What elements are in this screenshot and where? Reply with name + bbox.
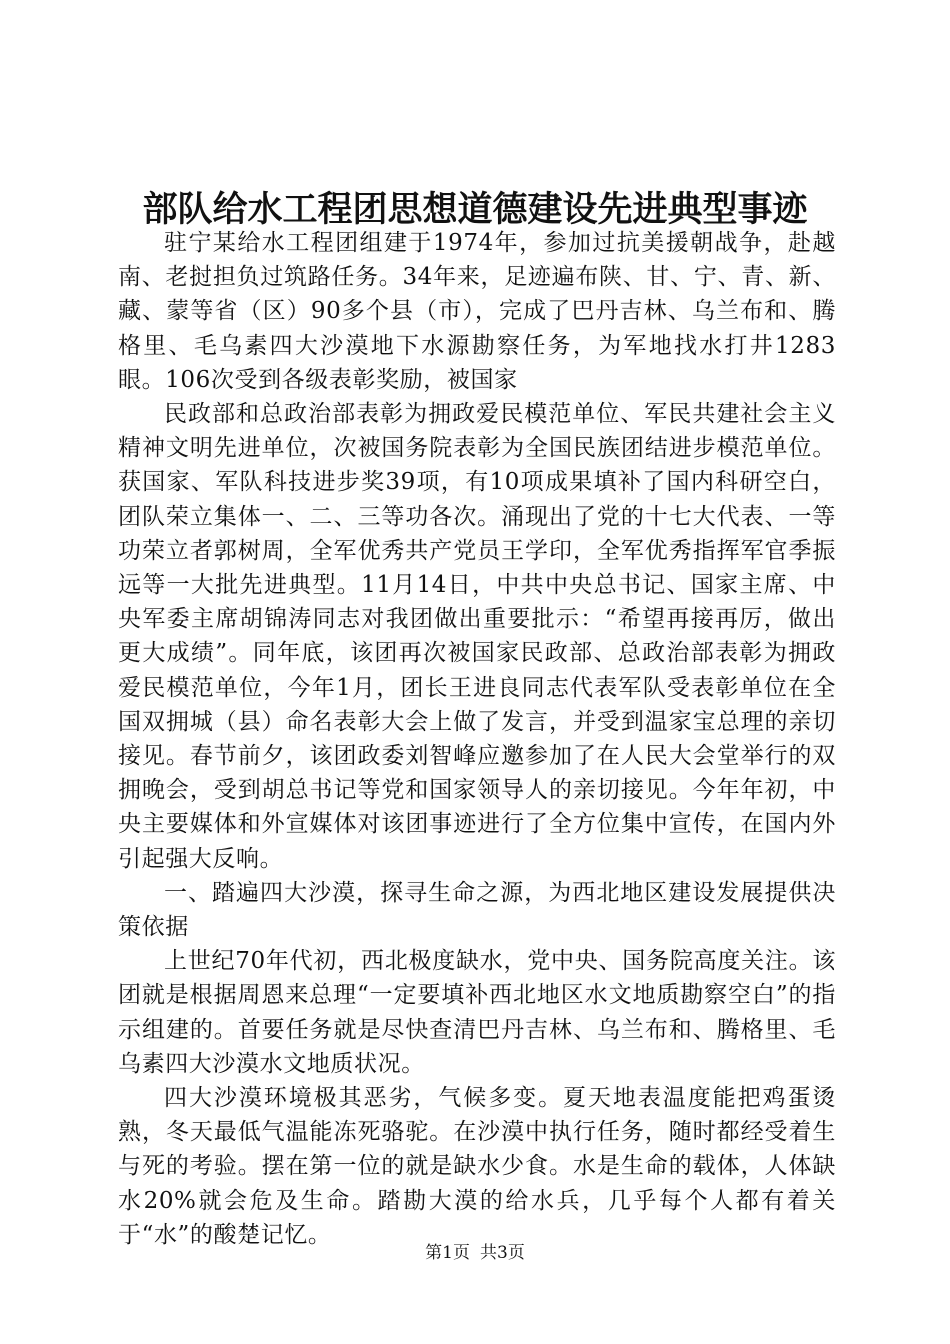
page-number: 第1页 [425, 1243, 470, 1263]
paragraph: 四大沙漠环境极其恶劣，气候多变。夏天地表温度能把鸡蛋烫熟，冬天最低气温能冻死骆驼。在沙漠中执行任务，随时都经受着生与死的考验。摆在第一位的就是缺水少食。水是生命的载体，人体缺水20%就会危及生命。踏勘大漠的给水兵，几乎每个人都有着关于“水”的酸楚记忆。 [118, 1085, 836, 1248]
paragraph: 驻宁某给水工程团组建于1974年，参加过抗美援朝战争，赴越南、老挝担负过筑路任务。34年来，足迹遍布陕、甘、宁、青、新、藏、蒙等省（区）90多个县（市），完成了巴丹吉林、乌兰布和、腾格里、毛乌素四大沙漠地下水源勘察任务，为军地找水打井1283眼。106次受到各级表彰奖励，被国家 [118, 230, 836, 393]
page-total: 共3页 [480, 1243, 525, 1263]
document-body [118, 226, 836, 1252]
page-footer [0, 1241, 950, 1265]
paragraph: 民政部和总政治部表彰为拥政爱民模范单位、军民共建社会主义精神文明先进单位，次被国务院表彰为全国民族团结进步模范单位。获国家、军队科技进步奖39项，有10项成果填补了国内科研空白，团队荣立集体一、二、三等功各次。涌现出了党的十七大代表、一等功荣立者郭树周，全军优秀共产党员王学印，全军优秀指挥军官季振远等一大批先进典型。11月14日，中共中央总书记、国家主席、中央军委主席胡锦涛同志对我团做出重要批示：“希望再接再厉，做出更大成绩”。同年底，该团再次被国家民政部、总政治部表彰为拥政爱民模范单位，今年1月，团长王进良同志代表军队受表彰单位在全国双拥城（县）命名表彰大会上做了发言，并受到温家宝总理的亲切接见。春节前夕，该团政委刘智峰应邀参加了在人民大会堂举行的双拥晚会，受到胡总书记等党和国家领导人的亲切接见。今年年初，中央主要媒体和外宣媒体对该团事迹进行了全方位集中宣传，在国内外引起强大反响。 [118, 401, 836, 872]
paragraph: 上世纪70年代初，西北极度缺水，党中央、国务院高度关注。该团就是根据周恩来总理“一定要填补西北地区水文地质勘察空白”的指示组建的。首要任务就是尽快查清巴丹吉林、乌兰布和、腾格里、毛乌素四大沙漠水文地质状况。 [118, 948, 836, 1077]
section-heading: 一、踏遍四大沙漠，探寻生命之源，为西北地区建设发展提供决策依据 [118, 879, 836, 941]
document-title: 部队给水工程团思想道德建设先进典型事迹 [142, 189, 808, 230]
